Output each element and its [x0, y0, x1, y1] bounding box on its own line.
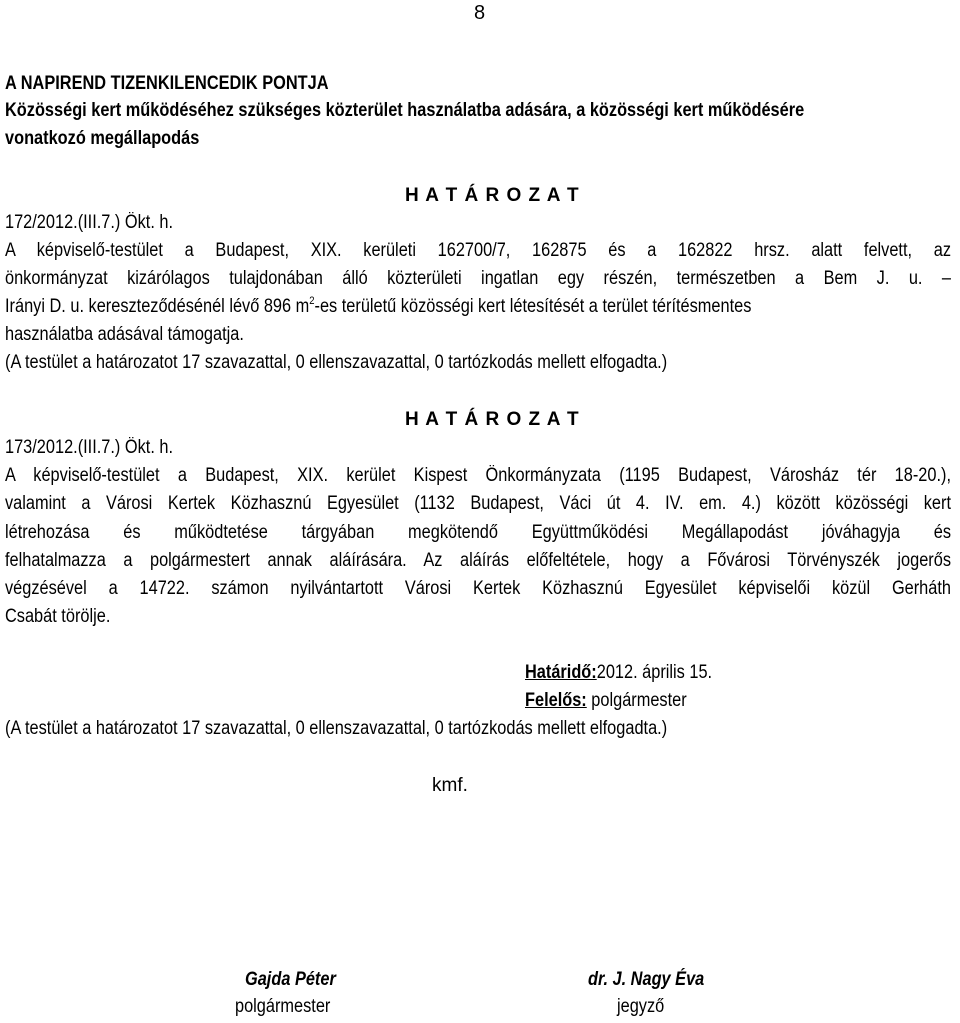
resolution2-line6: Csabát törölje. [5, 606, 111, 627]
resolution2-line3: létrehozása és működtetése tárgyában megkötendő Együttműködési Megállapodást jóváhagyja és [5, 522, 951, 543]
resolution1-line3-sup: 2 [309, 295, 315, 307]
resolution1-line4: használatba adásával támogatja. [5, 324, 244, 345]
page-number: 8 [474, 2, 486, 24]
deadline-label: Határidő: [525, 662, 597, 683]
responsible-value: polgármester [591, 690, 687, 711]
resolution2-number: 173/2012.(III.7.) Ökt. h. [5, 437, 174, 458]
responsible-row [525, 689, 687, 712]
resolution1-number: 172/2012.(III.7.) Ökt. h. [5, 212, 174, 233]
deadline-value: 2012. április 15. [596, 662, 713, 683]
resolution1-vote: (A testület a határozatot 17 szavazattal, 0 ellenszavazattal, 0 tartózkodás mellett elfogadta.) [5, 352, 668, 373]
resolution1-line3-post: -es területű közösségi kert létesítését a terület térítésmentes [314, 296, 752, 317]
agenda-subject-line1: Közösségi kert működéséhez szükséges közterület használatba adására, a közösségi kert működésére [5, 100, 805, 121]
deadline-row [525, 661, 712, 684]
resolution2-line1: A képviselő-testület a Budapest, XIX. kerület Kispest Önkormányzata (1195 Budapest, Városház tér 18-20.), [5, 465, 951, 486]
resolution2-line4: felhatalmazza a polgármestert annak aláírására. Az aláírás előfeltétele, hogy a Fővárosi Törvényszék jogerős [5, 550, 951, 571]
resolution2-title: H A T Á R O Z A T [405, 409, 580, 430]
signature-role-mayor: polgármester [235, 996, 331, 1017]
signature-role-notary: jegyző [617, 996, 665, 1017]
resolution1-line3-pre: Irányi D. u. kereszteződésénél lévő 896 m [5, 296, 310, 317]
responsible-label: Felelős: [525, 690, 587, 711]
resolution2-vote: (A testület a határozatot 17 szavazattal, 0 ellenszavazattal, 0 tartózkodás mellett elfogadta.) [5, 718, 668, 739]
resolution1-line3 [5, 295, 951, 318]
resolution2-line5: végzésével a 14722. számon nyilvántartott Városi Kertek Közhasznú Egyesület képviselői közül Gerháth [5, 578, 951, 599]
signature-name-notary: dr. J. Nagy Éva [588, 969, 705, 990]
agenda-subject-line2: vonatkozó megállapodás [5, 128, 200, 149]
resolution1-line2: önkormányzat kizárólagos tulajdonában álló közterületi ingatlan egy részén, természetben a Bem J. u. – [5, 268, 951, 289]
resolution1-title: H A T Á R O Z A T [405, 185, 580, 206]
agenda-heading: A NAPIREND TIZENKILENCEDIK PONTJA [5, 73, 329, 94]
resolution2-line2: valamint a Városi Kertek Közhasznú Egyesület (1132 Budapest, Váci út 4. IV. em. 4.) között közösségi kert [5, 493, 951, 514]
signature-name-mayor: Gajda Péter [245, 969, 336, 990]
closing-kmf: kmf. [432, 775, 468, 796]
resolution1-line1: A képviselő-testület a Budapest, XIX. kerületi 162700/7, 162875 és a 162822 hrsz. alatt felvett, az [5, 240, 951, 261]
